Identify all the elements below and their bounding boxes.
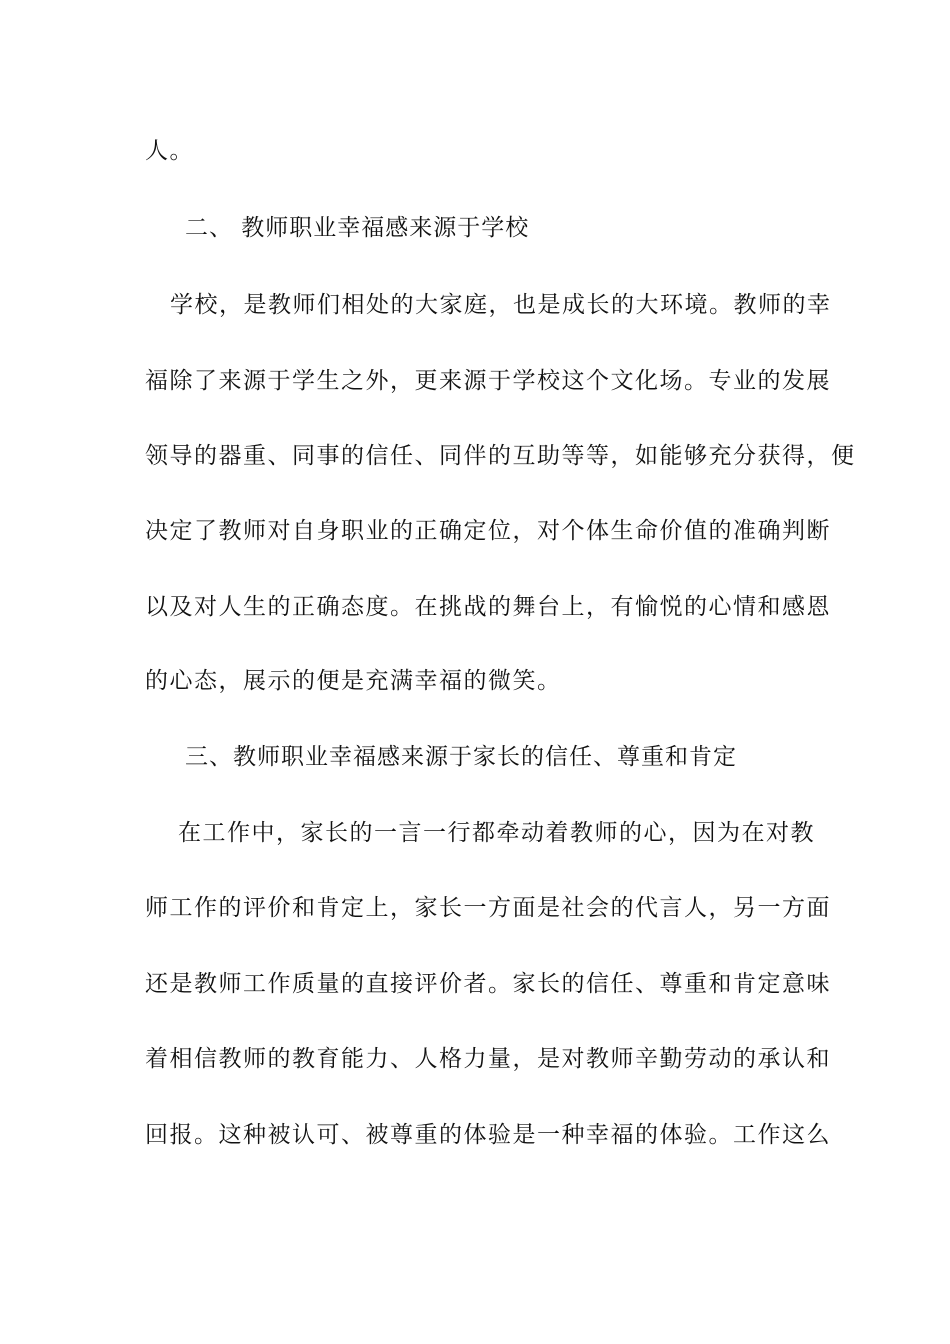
section-three-line-4: 着相信教师的教育能力、人格力量，是对教师辛勤劳动的承认和: [145, 1046, 831, 1072]
section-heading-three: 三、教师职业幸福感来源于家长的信任、尊重和肯定: [185, 744, 737, 770]
paragraph-continuation-line: 人。: [145, 138, 194, 164]
section-three-line-3: 还是教师工作质量的直接评价者。家长的信任、尊重和肯定意味: [145, 971, 831, 997]
section-two-line-2: 福除了来源于学生之外，更来源于学校这个文化场。专业的发展: [145, 368, 831, 394]
section-two-line-5: 以及对人生的正确态度。在挑战的舞台上，有愉悦的心情和感恩: [145, 594, 831, 620]
section-three-line-5: 回报。这种被认可、被尊重的体验是一种幸福的体验。工作这么: [145, 1122, 831, 1148]
section-three-line-2: 师工作的评价和肯定上，家长一方面是社会的代言人，另一方面: [145, 895, 831, 921]
section-heading-two: 二、 教师职业幸福感来源于学校: [185, 215, 530, 241]
section-two-line-1: 学校，是教师们相处的大家庭，也是成长的大环境。教师的幸: [170, 292, 832, 318]
section-two-line-6: 的心态，展示的便是充满幸福的微笑。: [145, 668, 562, 694]
section-two-line-3: 领导的器重、同事的信任、同伴的互助等等，如能够充分获得，便: [145, 443, 856, 469]
section-three-line-1: 在工作中，家长的一言一行都牵动着教师的心，因为在对教: [178, 820, 815, 846]
section-two-line-4: 决定了教师对自身职业的正确定位，对个体生命价值的准确判断: [145, 518, 831, 544]
